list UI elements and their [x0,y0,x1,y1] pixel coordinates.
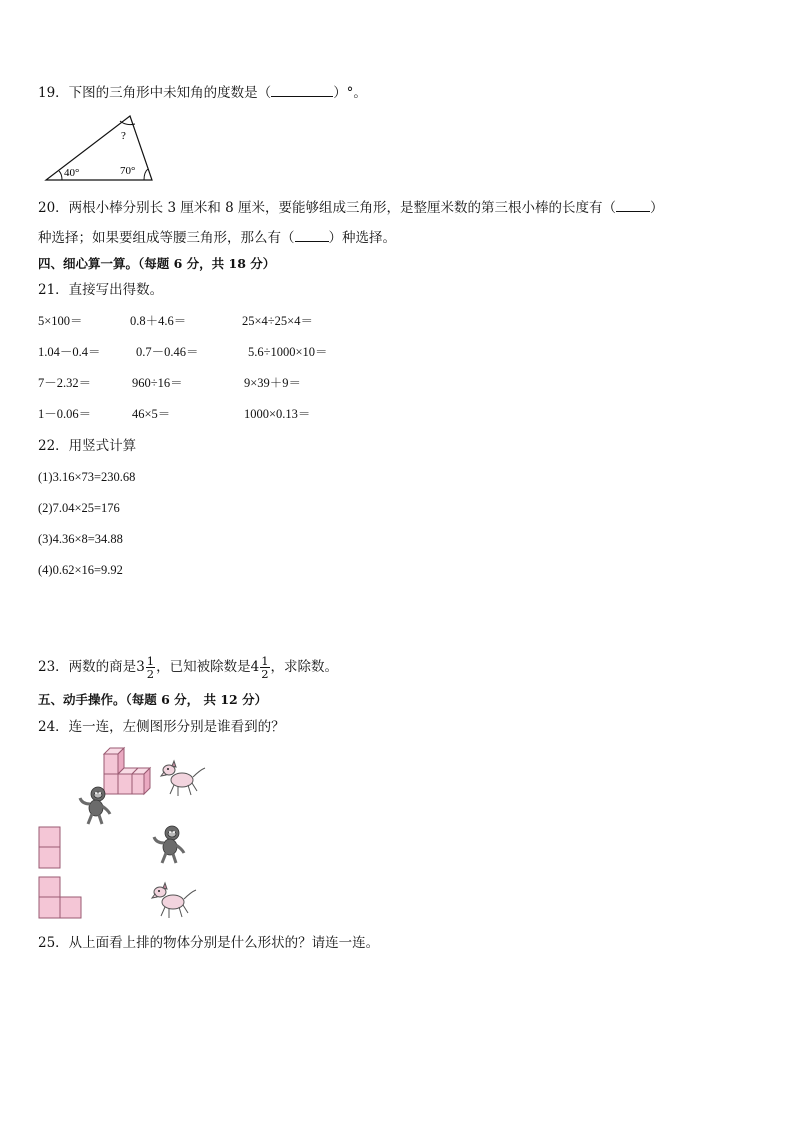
calc-item: 1－0.06＝ [38,407,92,421]
fraction-numerator: 1 [261,654,269,668]
vertical-calc-item: (2)7.04×25=176 [38,501,120,515]
fraction [260,655,269,680]
question-20-line-1 [38,198,664,217]
question-22-title: 22．用竖式计算 [38,438,137,454]
angle-70-label: 70° [120,165,136,177]
question-25-title: 25．从上面看上排的物体分别是什么形状的？请连一连。 [38,935,380,951]
question-19-text-end: ）°。 [333,85,367,101]
question-24-title: 24．连一连，左侧图形分别是谁看到的？ [38,719,285,735]
question-20-line-2 [38,228,396,247]
question-19 [38,83,367,102]
calc-item: 0.8＋4.6＝ [130,314,187,328]
question-20-text-c: 种选择；如果要组成等腰三角形，那么有（ [38,230,295,246]
dog-icon [160,760,208,800]
fraction [146,655,155,680]
answer-blank-19[interactable] [271,83,333,97]
vertical-calc-item: (1)3.16×73=230.68 [38,470,136,484]
section-5-title: 五、动手操作。（每题 6 分， 共 12 分） [38,692,268,707]
question-23-text: 23．两数的商是 [38,659,137,675]
calc-item: 0.7－0.46＝ [136,345,199,359]
calc-item: 1000×0.13＝ [244,407,311,421]
question-19-text: 19．下图的三角形中未知角的度数是（ [38,85,272,101]
fraction-numerator: 1 [146,654,155,668]
question-21-title: 21．直接写出得数。 [38,282,164,298]
question-23-text-b: ，已知被除数是 [156,659,251,675]
calc-item: 960÷16＝ [132,376,183,390]
fraction-denominator: 2 [261,667,269,681]
calc-item: 5×100＝ [38,314,83,328]
angle-40-label: 40° [64,167,80,179]
question-20-text-d: ）种选择。 [328,230,396,246]
question-23-text-c: ，求除数。 [270,659,339,675]
question-20-text-b: ） [650,200,664,216]
calc-item: 9×39＋9＝ [244,376,302,390]
fraction-denominator: 2 [146,667,155,681]
view-shape-2 [38,876,84,920]
calc-item: 7－2.32＝ [38,376,92,390]
dog-icon [150,882,200,922]
vertical-calc-item: (4)0.62×16=9.92 [38,563,123,577]
question-23 [38,652,338,682]
calc-item: 1.04－0.4＝ [38,345,101,359]
mixed-number-whole: 4 [250,659,260,675]
answer-blank-20a[interactable] [616,198,650,212]
view-shape-1 [38,826,62,870]
monkey-icon [150,823,190,865]
calc-item: 5.6÷1000×10＝ [248,345,328,359]
answer-blank-20b[interactable] [295,228,329,242]
mixed-number-whole: 3 [136,659,145,675]
calc-item: 25×4÷25×4＝ [242,314,313,328]
calc-item: 46×5＝ [132,407,171,421]
section-4-title: 四、细心算一算。（每题 6 分，共 18 分） [38,256,276,271]
unknown-angle-label: ? [121,130,126,142]
monkey-icon [76,784,116,826]
vertical-calc-item: (3)4.36×8=34.88 [38,532,123,546]
question-20-text: 20．两根小棒分别长 3 厘米和 8 厘米，要能够组成三角形，是整厘米数的第三根小棒的长度有（ [38,200,617,216]
triangle-figure [40,112,160,184]
